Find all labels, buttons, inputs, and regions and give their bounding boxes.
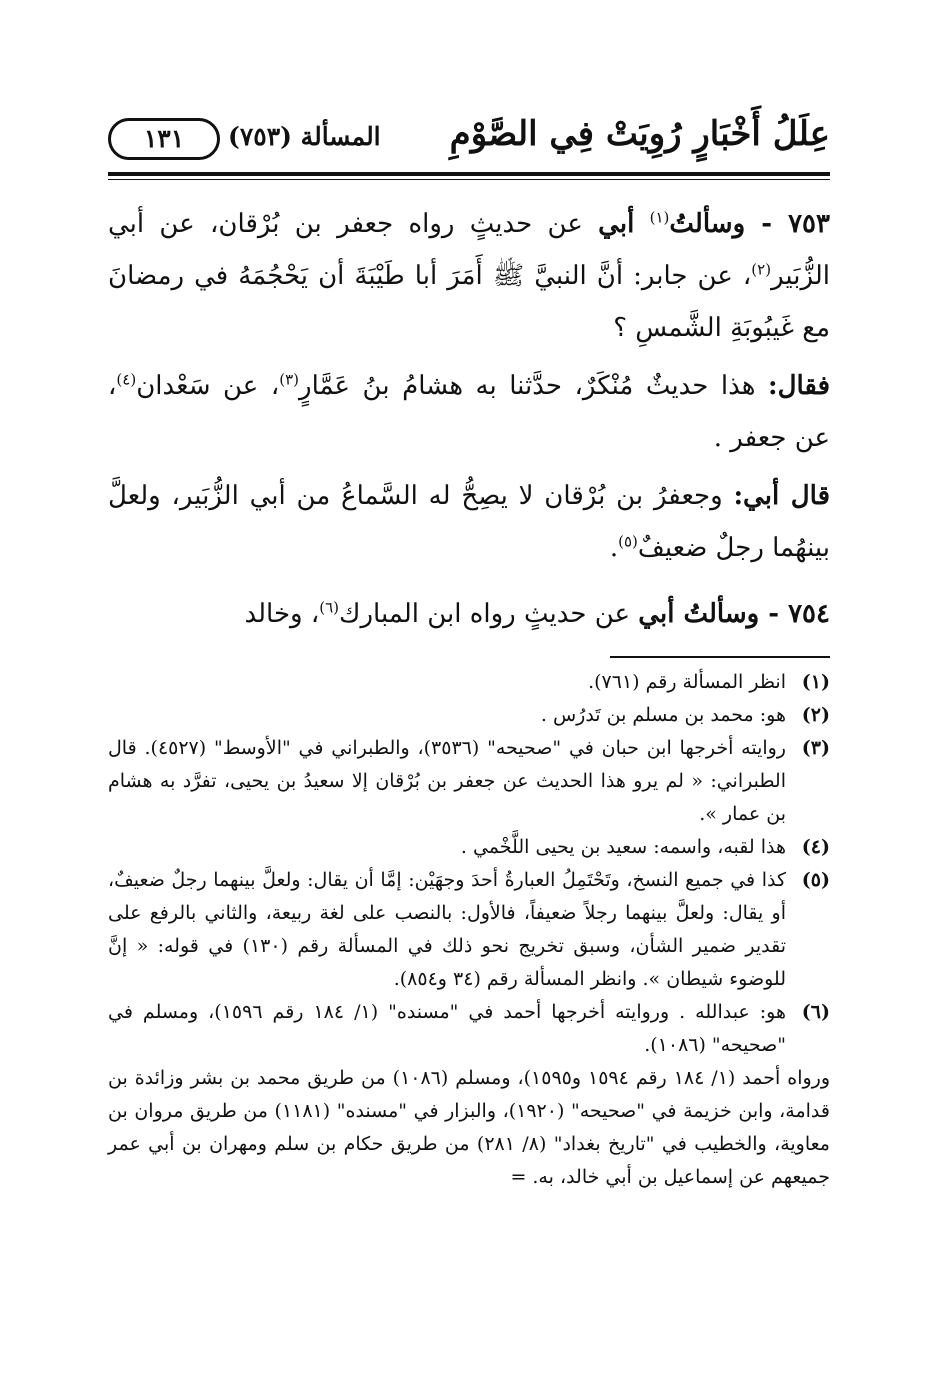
- paragraph-text: ، وخالد: [244, 599, 320, 629]
- footnote-item: [108, 666, 830, 699]
- footnote-item: [108, 831, 830, 864]
- footnote-ref-3: (٣): [279, 370, 300, 389]
- footnote-text: هو: عبدالله . وروايته أخرجها أحمد في "مسنده" (١/ ١٨٤ رقم ١٥٩٦)، ومسلم في "صحيحه" (١٠٨٦).: [108, 1001, 787, 1056]
- paragraph-text: ، عن سَعْدان: [136, 371, 280, 401]
- paragraph-text: وجعفرُ بن بُرْقان لا يصِحُّ له السَّماعُ من أبي الزُّبَير، ولعلَّ بينهُما رجلٌ ضعيفٌ: [108, 481, 830, 563]
- paragraph-text: هذا حديثٌ مُنْكَرٌ، حدَّثنا به هشامُ بنُ عَمَّارٍ: [299, 371, 768, 401]
- question-number: ٧٥٤ - وسألتُ أبي: [638, 599, 830, 629]
- paragraph-753: [108, 198, 830, 354]
- paragraph-text: ، عن جعفر .: [108, 371, 830, 453]
- paragraph-754: [108, 588, 830, 640]
- footnote-separator: [610, 656, 830, 658]
- footnote-item: [108, 996, 830, 1062]
- abi-label: أبي: [598, 209, 635, 239]
- question-number: ٧٥٣ - وسألتُ: [669, 209, 830, 239]
- header-rule-thin: [108, 179, 830, 180]
- abi-comment-lead: قال أبي:: [733, 481, 830, 511]
- footnote-ref-5: (٥): [618, 532, 638, 551]
- footnote-item: [108, 699, 830, 732]
- footnote-continuation: ورواه أحمد (١/ ١٨٤ رقم ١٥٩٤ و١٥٩٥)، ومسلم (١٠٨٦) من طريق محمد بن بشر وزائدة بن قدامة، وابن خزيمة في "صحيحه" (١٩٢٠)، والبزار في "مسنده" (١١٨١) من طريق مروان بن معاوية، والخطيب في "تاريخ بغداد" (٨/ ٢٨١) من طريق حكام بن سلم ومهران بن أبي عمر جميعهم عن إسماعيل بن أبي خالد، به. =: [108, 1067, 830, 1188]
- footnote-text: روايته أخرجها ابن حبان في "صحيحه" (٣٥٣٦)، والطبراني في "الأوسط" (٤٥٢٧). قال الطبراني: « لم يرو هذا الحديث عن جعفر بن بُرْقان إلا سعيدُ بن يحيى، تفرَّد به هشام بن عمار ».: [108, 737, 786, 825]
- footnote-item: [108, 864, 830, 996]
- answer-lead: فقال:: [768, 371, 830, 401]
- paragraph-text: عن حديثٍ رواه ابن المبارك: [339, 599, 639, 629]
- running-header: [108, 108, 830, 170]
- paragraph-text: .: [609, 533, 619, 563]
- paragraph-text: عن حديثٍ رواه جعفر بن بُرْقان، عن أبي الزُّبَير: [108, 209, 830, 291]
- footnote-ref-6: (٦): [319, 598, 340, 617]
- book-title: عِلَلُ أَخْبَارٍ رُوِيَتْ فِي الصَّوْمِ: [449, 114, 830, 154]
- paragraph-text: ، عن جابر: أنَّ النبيَّ ﷺ أَمَرَ أبا طَيْبَةَ أن يَحْجُمَهُ في رمضانَ مع غَيبُوبَةِ الشَّمسِ ؟: [108, 261, 830, 343]
- page-number: ١٣١: [108, 118, 220, 160]
- footnote-number: (٥): [801, 869, 830, 891]
- footnote-text: هذا لقبه، واسمه: سعيد بن يحيى اللَّخْمي .: [460, 836, 786, 858]
- footnote-text: انظر المسألة رقم (٧٦١).: [588, 671, 786, 693]
- footnote-number: (٦): [801, 1001, 830, 1023]
- footnotes: [108, 666, 830, 1194]
- masala-label: المسألة (٧٥٣): [228, 122, 381, 151]
- footnote-item: [108, 732, 830, 831]
- header-rule-thick: [108, 172, 830, 176]
- footnote-text: كذا في جميع النسخ، وتَحْتَمِلُ العبارةُ أحدَ وجهَيْن: إمَّا أن يقال: ولعلَّ بينهما رجلٌ ضعيفٌ، أو يقال: ولعلَّ بينهما رجلاً ضعيفاً، فالأول: بالنصب على لغة ربيعة، والثاني بالرفع على تقدير ضمير الشأن، وسبق تخريج نحو ذلك في المسألة رقم (١٣٠) في قوله: « إنَّ للوضوء شيطان ». وانظر المسألة رقم (٣٤ و٨٥٤).: [108, 869, 786, 990]
- paragraph-answer: [108, 360, 830, 464]
- footnote-number: (٢): [801, 704, 830, 726]
- main-text: [108, 198, 830, 646]
- footnote-ref-2: (٢): [751, 260, 772, 279]
- paragraph-abi-comment: [108, 470, 830, 574]
- footnote-ref-4: (٤): [116, 370, 137, 389]
- footnote-text: هو: محمد بن مسلم بن تَدرُس .: [540, 704, 786, 726]
- footnote-ref-1: (١): [649, 208, 670, 227]
- footnote-number: (٣): [801, 737, 830, 759]
- footnote-number: (٤): [801, 836, 830, 858]
- footnote-number: (١): [801, 671, 830, 693]
